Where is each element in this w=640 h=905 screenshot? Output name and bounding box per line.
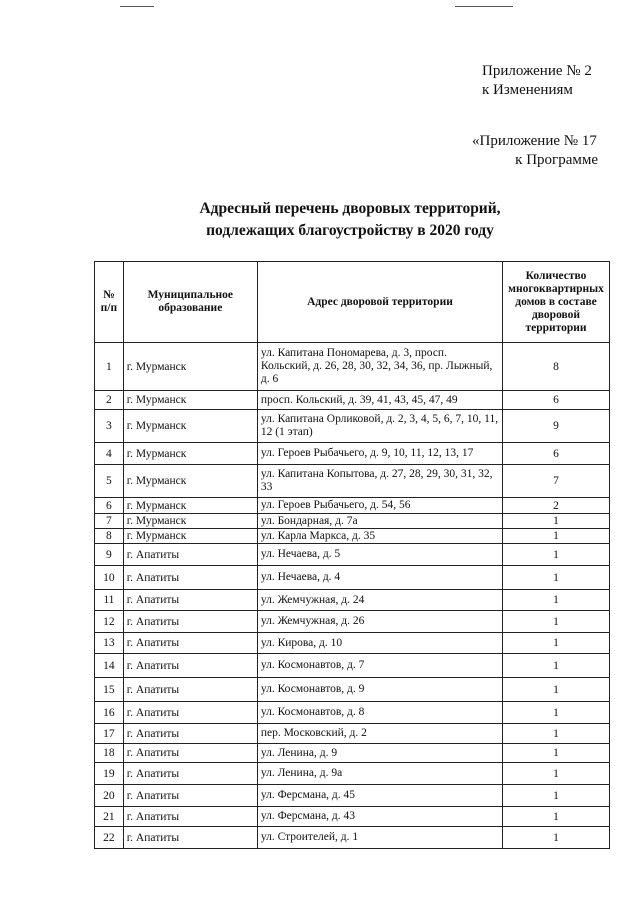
address-table: [94, 261, 610, 849]
table-row: [95, 443, 610, 465]
row-municipality: г. Апатиты: [123, 590, 257, 611]
row-count: 9: [503, 410, 610, 443]
row-address: ул. Героев Рыбачьего, д. 54, 56: [257, 498, 502, 514]
row-number: 11: [95, 590, 124, 611]
row-number: 14: [95, 654, 124, 678]
table-row: [95, 744, 610, 763]
header-municipality: Муниципальное образование: [123, 262, 257, 343]
row-municipality: г. Апатиты: [123, 807, 257, 827]
row-municipality: г. Апатиты: [123, 785, 257, 807]
annex-number: Приложение № 2: [482, 63, 592, 79]
row-address: ул. Капитана Пономарева, д. 3, просп. Кольский, д. 26, 28, 30, 32, 34, 36, пр. Лыжный, д. 6: [257, 343, 502, 391]
table-row: [95, 529, 610, 544]
row-address: ул. Капитана Орликовой, д. 2, 3, 4, 5, 6, 7, 10, 11, 12 (1 этап): [257, 410, 502, 443]
row-municipality: г. Мурманск: [123, 465, 257, 498]
row-number: 16: [95, 702, 124, 724]
row-address: просп. Кольский, д. 39, 41, 43, 45, 47, 49: [257, 391, 502, 410]
program-annex-header: [472, 132, 598, 170]
row-address: ул. Ленина, д. 9: [257, 744, 502, 763]
row-count: 1: [503, 633, 610, 654]
row-count: 1: [503, 763, 610, 785]
row-number: 2: [95, 391, 124, 410]
row-number: 20: [95, 785, 124, 807]
row-address: ул. Нечаева, д. 4: [257, 566, 502, 590]
row-address: ул. Капитана Копытова, д. 27, 28, 29, 30, 31, 32, 33: [257, 465, 502, 498]
row-municipality: г. Мурманск: [123, 410, 257, 443]
row-municipality: г. Мурманск: [123, 529, 257, 544]
program-annex-target: к Программе: [515, 152, 598, 168]
table-body: [95, 343, 610, 849]
row-municipality: г. Мурманск: [123, 343, 257, 391]
table-row: [95, 763, 610, 785]
row-address: ул. Строителей, д. 1: [257, 827, 502, 849]
row-address: ул. Космонавтов, д. 7: [257, 654, 502, 678]
row-address: ул. Нечаева, д. 5: [257, 544, 502, 566]
row-address: ул. Кирова, д. 10: [257, 633, 502, 654]
scan-artifact-line: [455, 6, 513, 7]
table-row: [95, 807, 610, 827]
title-line-2: подлежащих благоустройству в 2020 году: [206, 222, 494, 239]
row-count: 1: [503, 514, 610, 529]
table-row: [95, 498, 610, 514]
row-count: 1: [503, 724, 610, 744]
table-row: [95, 391, 610, 410]
row-municipality: г. Апатиты: [123, 744, 257, 763]
row-count: 6: [503, 443, 610, 465]
row-number: 8: [95, 529, 124, 544]
scan-artifact-line: [120, 6, 154, 7]
row-address: ул. Бондарная, д. 7а: [257, 514, 502, 529]
row-address: ул. Карла Маркса, д. 35: [257, 529, 502, 544]
row-address: ул. Ленина, д. 9а: [257, 763, 502, 785]
row-address: ул. Космонавтов, д. 9: [257, 678, 502, 702]
program-annex-number: «Приложение № 17: [472, 133, 597, 149]
row-municipality: г. Мурманск: [123, 391, 257, 410]
row-number: 13: [95, 633, 124, 654]
row-count: 8: [503, 343, 610, 391]
row-number: 9: [95, 544, 124, 566]
row-address: ул. Жемчужная, д. 24: [257, 590, 502, 611]
row-count: 1: [503, 678, 610, 702]
row-address: ул. Космонавтов, д. 8: [257, 702, 502, 724]
row-number: 15: [95, 678, 124, 702]
row-municipality: г. Апатиты: [123, 633, 257, 654]
header-count: Количество многоквартирных домов в составе дворовой территории: [503, 262, 610, 343]
row-number: 3: [95, 410, 124, 443]
row-address: ул. Ферсмана, д. 43: [257, 807, 502, 827]
row-municipality: г. Апатиты: [123, 566, 257, 590]
table-row: [95, 724, 610, 744]
row-count: 1: [503, 654, 610, 678]
row-municipality: г. Апатиты: [123, 827, 257, 849]
table-header-row: [95, 262, 610, 343]
row-count: 1: [503, 785, 610, 807]
table-row: [95, 702, 610, 724]
row-count: 7: [503, 465, 610, 498]
row-number: 10: [95, 566, 124, 590]
row-number: 21: [95, 807, 124, 827]
table-row: [95, 343, 610, 391]
document-title: [90, 198, 610, 242]
row-address: ул. Жемчужная, д. 26: [257, 611, 502, 633]
table-row: [95, 566, 610, 590]
row-number: 7: [95, 514, 124, 529]
row-number: 4: [95, 443, 124, 465]
row-municipality: г. Апатиты: [123, 654, 257, 678]
row-count: 1: [503, 611, 610, 633]
table-row: [95, 611, 610, 633]
row-number: 1: [95, 343, 124, 391]
table-row: [95, 827, 610, 849]
row-number: 12: [95, 611, 124, 633]
row-municipality: г. Апатиты: [123, 544, 257, 566]
row-count: 6: [503, 391, 610, 410]
row-number: 22: [95, 827, 124, 849]
row-number: 17: [95, 724, 124, 744]
row-municipality: г. Апатиты: [123, 611, 257, 633]
table-row: [95, 514, 610, 529]
row-municipality: г. Мурманск: [123, 443, 257, 465]
table-row: [95, 654, 610, 678]
header-number: № п/п: [95, 262, 124, 343]
table-row: [95, 410, 610, 443]
row-count: 1: [503, 827, 610, 849]
header-address: Адрес дворовой территории: [257, 262, 502, 343]
row-municipality: г. Мурманск: [123, 498, 257, 514]
row-count: 1: [503, 744, 610, 763]
row-municipality: г. Апатиты: [123, 724, 257, 744]
row-count: 1: [503, 590, 610, 611]
table-row: [95, 785, 610, 807]
table-row: [95, 544, 610, 566]
row-municipality: г. Апатиты: [123, 763, 257, 785]
row-address: ул. Героев Рыбачьего, д. 9, 10, 11, 12, 13, 17: [257, 443, 502, 465]
row-municipality: г. Апатиты: [123, 678, 257, 702]
annex-target: к Изменениям: [482, 82, 573, 98]
row-count: 1: [503, 807, 610, 827]
title-line-1: Адресный перечень дворовых территорий,: [199, 200, 501, 217]
row-number: 19: [95, 763, 124, 785]
table-row: [95, 633, 610, 654]
row-count: 2: [503, 498, 610, 514]
row-number: 6: [95, 498, 124, 514]
row-number: 18: [95, 744, 124, 763]
row-count: 1: [503, 702, 610, 724]
row-address: ул. Ферсмана, д. 45: [257, 785, 502, 807]
row-municipality: г. Мурманск: [123, 514, 257, 529]
table-row: [95, 678, 610, 702]
table-row: [95, 590, 610, 611]
row-number: 5: [95, 465, 124, 498]
row-count: 1: [503, 529, 610, 544]
row-count: 1: [503, 544, 610, 566]
annex-header: [482, 62, 598, 100]
row-municipality: г. Апатиты: [123, 702, 257, 724]
row-address: пер. Московский, д. 2: [257, 724, 502, 744]
table-row: [95, 465, 610, 498]
row-count: 1: [503, 566, 610, 590]
